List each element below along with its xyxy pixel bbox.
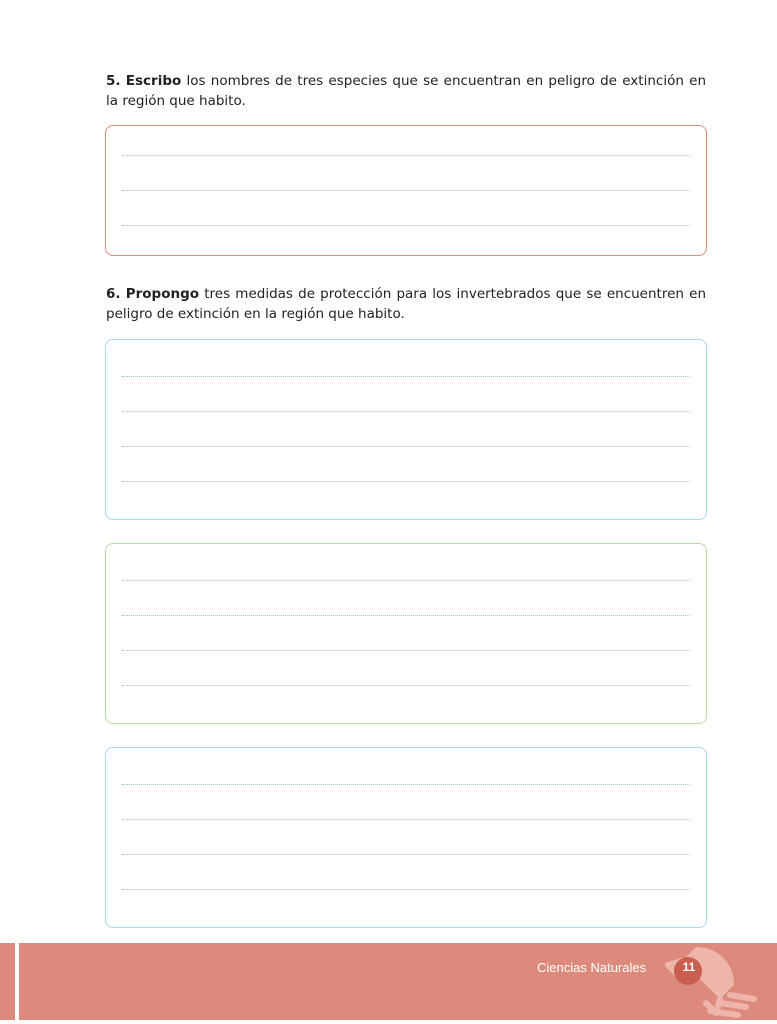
question-5-text: los nombres de tres especies que se encuentran en peligro de extinción en la región que habito. bbox=[106, 73, 706, 109]
answer-line[interactable] bbox=[122, 190, 690, 191]
footer-divider bbox=[15, 943, 19, 1020]
answer-line[interactable] bbox=[122, 481, 690, 482]
answer-line[interactable] bbox=[122, 376, 690, 377]
answer-line[interactable] bbox=[122, 411, 690, 412]
question-5-verb: Escribo bbox=[125, 73, 182, 89]
answer-line[interactable] bbox=[122, 446, 690, 447]
question-5 bbox=[106, 71, 706, 111]
answer-line[interactable] bbox=[122, 155, 690, 156]
footer-subject: Ciencias Naturales bbox=[537, 960, 647, 975]
answer-box-q6-2[interactable] bbox=[105, 543, 707, 724]
answer-box-q6-1[interactable] bbox=[105, 339, 707, 520]
question-6-number: 6. bbox=[106, 286, 121, 302]
page-number: 11 bbox=[682, 960, 696, 974]
answer-box-q5[interactable] bbox=[105, 125, 707, 256]
rocket-icon bbox=[660, 943, 760, 1020]
question-6-text: tres medidas de protección para los invertebrados que se encuentren en peligro de extinción en la región que habito. bbox=[106, 286, 706, 322]
answer-line[interactable] bbox=[122, 580, 690, 581]
answer-line[interactable] bbox=[122, 225, 690, 226]
answer-line[interactable] bbox=[122, 819, 690, 820]
answer-line[interactable] bbox=[122, 685, 690, 686]
question-5-number: 5. bbox=[106, 73, 121, 89]
answer-box-q6-3[interactable] bbox=[105, 747, 707, 928]
answer-line[interactable] bbox=[122, 854, 690, 855]
answer-line[interactable] bbox=[122, 615, 690, 616]
answer-line[interactable] bbox=[122, 784, 690, 785]
answer-line[interactable] bbox=[122, 650, 690, 651]
page-footer bbox=[0, 943, 777, 1020]
question-6-verb: Propongo bbox=[125, 286, 200, 302]
answer-line[interactable] bbox=[122, 889, 690, 890]
question-6 bbox=[106, 284, 706, 324]
